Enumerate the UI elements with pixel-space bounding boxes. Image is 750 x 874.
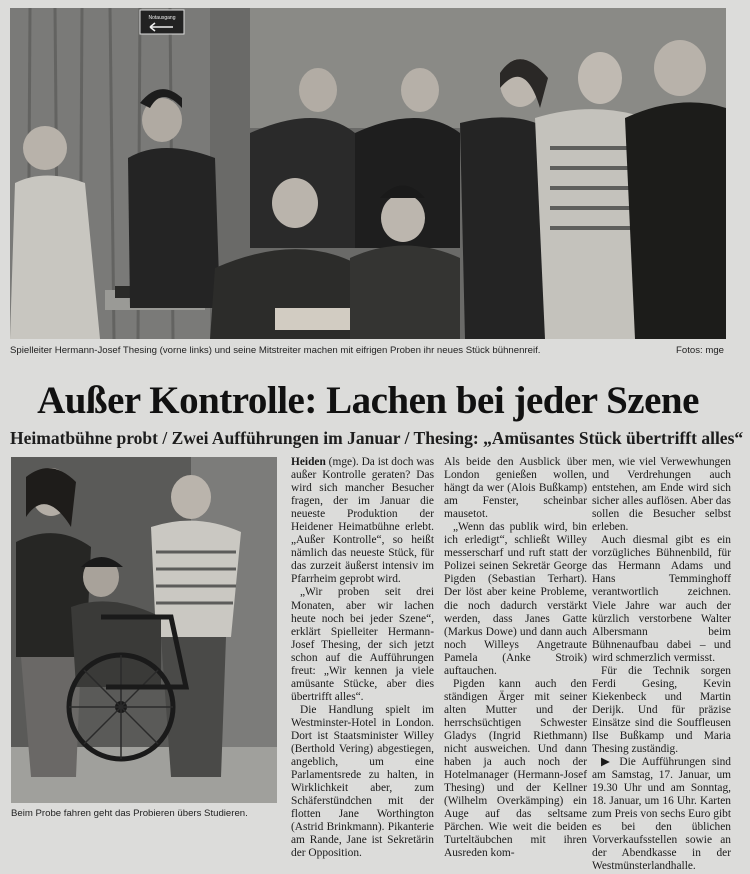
article-column-3: [592, 456, 731, 873]
photo-credit: Fotos: mge: [676, 345, 724, 356]
top-photo-caption: Spielleiter Hermann-Josef Thesing (vorne links) und seine Mitstreiter machen mit eifrigen Proben ihr neues Stück bühnenreif.: [10, 345, 541, 356]
article-paragraph: Für die Technik sorgen Ferdi Gesing, Kevin Kiekenbeck und Martin Derijk. Und für präzise Einsätze sind die Souffleusen Ilse Bußkamp und Maria Thesing zuständig.: [592, 664, 731, 756]
wheelchair-rehearsal-photo: [11, 457, 277, 803]
headline: Außer Kontrolle: Lachen bei jeder Szene: [37, 379, 699, 422]
event-info-paragraph: ▶ Die Aufführungen sind am Samstag, 17. Januar, um 19.30 Uhr und am Sonntag, 18. Januar, um 16 Uhr. Karten zum Preis von sechs Euro gibt es bei den üblichen Vorverkaufsstellen sowie an der Abendkasse in der Westmünsterlandhalle.: [592, 756, 731, 873]
article-column-1: [291, 456, 435, 860]
article-paragraph: Als beide den Ausblick über London genießen wollen, hängt da wer (Alois Bußkamp) am Fenster, scheinbar mausetot.: [444, 456, 587, 521]
article-paragraph: Auch diesmal gibt es ein vorzügliches Bühnenbild, für das Hermann Adams und Hans Temminghoff verantwortlich zeichnen. Viele Jahre war auch der kürzlich verstorbene Walter Albersmann beim Bühnenaufbau dabei – und wird schmerzlich vermisst.: [592, 534, 731, 664]
article-paragraph: Heiden (mge). Da ist doch was außer Kontrolle geraten? Das wird sich mancher Besucher fragen, der im Januar die neueste Produktion der Heidener Heimatbühne erlebt. „Außer Kontrolle“, so heißt nämlich das neueste Stück, für das zurzeit äußerst intensiv im Pfarrheim geprobt wird.: [291, 456, 435, 586]
group-rehearsal-photo: [10, 8, 726, 339]
article-paragraph: men, wie viel Verwewhungen und Verdrehungen auch entstehen, am Ende wird sich sicher alles auflösen. Aber das sollen die Besucher selbst erleben.: [592, 456, 731, 534]
bottom-photo-caption: Beim Probe fahren geht das Probieren übers Studieren.: [11, 808, 248, 819]
article-paragraph: Die Handlung spielt im Westminster-Hotel in London. Dort ist Staatsminister Willey (Berthold Vering) abgestiegen, angeblich, um eine Parlamentsrede zu halten, in Wirklichkeit aber, zum Schäferstündchen mit der flotten Jane Worthington (Astrid Brinkmann). Pikanterie am Rande, Jane ist Sekretärin der Opposition.: [291, 703, 434, 860]
bottom-photo: [11, 457, 277, 803]
article-column-2: [444, 456, 587, 860]
exit-sign-text: Notausgang: [148, 15, 176, 21]
exit-sign: [140, 10, 184, 34]
dateline: Heiden: [291, 456, 326, 468]
article-paragraph: „Wenn das publik wird, bin ich erledigt“, schließt Willey messerscharf und ruft statt der Polizei seinen Sekretär George Pigden (Sebastian Terhart). Der löst aber keine Probleme, die noch dadurch verstärkt werden, dass Janes Gatte (Markus Dowe) und dann auch noch Willeys Angetraute Pamela (Anke Stroik) auftauchen.: [444, 521, 587, 677]
article-paragraph: Pigden kann auch den ständigen Ärger mit seiner alten Mutter und der herrschsüchtigen Schwester Gladys (Ingrid Riethmann) nicht ausweichen. Und dann haben ja auch noch der Hotelmanager (Hermann-Josef Thesing) und der Kellner (Wilhelm Overkämping) ein Auge auf das seltsame Pärchen. Wie weit die beiden Turteltäubchen mit ihren Ausreden kom-: [444, 677, 587, 860]
top-photo: [10, 8, 726, 339]
subheadline: Heimatbühne probt / Zwei Aufführungen im Januar / Thesing: „Amüsantes Stück übertrifft alles“: [10, 428, 744, 448]
article-paragraph: „Wir proben seit drei Monaten, aber wir lachen heute noch bei jeder Szene“, erklärt Spielleiter Hermann-Josef Thesing, der sich jetzt schon auf die Aufführungen freut: „Wir kennen ja viele amüsante Stücke, aber dies übertrifft alles“.: [291, 586, 434, 703]
